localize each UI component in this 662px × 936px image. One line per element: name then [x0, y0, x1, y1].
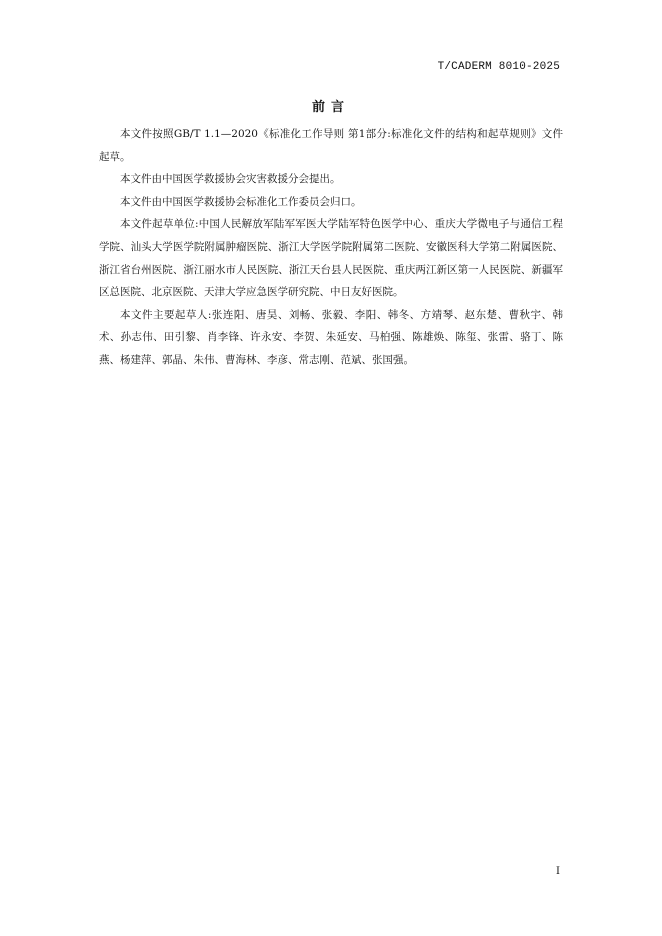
section-title-foreword: 前言	[311, 100, 350, 115]
paragraph-main-drafters: 本文件主要起草人:张连阳、唐昊、刘畅、张毅、李阳、韩冬、方靖琴、赵东楚、曹秋宇、韩术、孙志伟、田引黎、肖李锋、许永安、李贺、朱延安、马柏强、陈雄焕、陈玺、张雷、骆丁、陈燕、杨建萍、郭晶、朱伟、曹海林、李彦、常志刚、范斌、张国强。	[99, 308, 563, 366]
document-code: T/CADERM 8010-2025	[437, 61, 560, 73]
foreword-body	[99, 123, 563, 372]
paragraph-drafting-units: 本文件起草单位:中国人民解放军陆军军医大学陆军特色医学中心、重庆大学微电子与通信工程学院、汕头大学医学院附属肿瘤医院、浙江大学医学院附属第二医院、安徽医科大学第二附属医院、浙江省台州医院、浙江丽水市人民医院、浙江天台县人民医院、重庆两江新区第一人民医院、新疆军区总医院、北京医院、天津大学应急医学研究院、中日友好医院。	[99, 218, 563, 299]
paragraph-proposer: 本文件由中国医学救援协会灾害救援分会提出。	[120, 173, 341, 186]
paragraph-drafting-basis: 本文件按照GB/T 1.1—2020《标准化工作导则 第1部分:标准化文件的结构和起草规则》文件起草。	[99, 128, 563, 163]
paragraph-administrator: 本文件由中国医学救援协会标准化工作委员会归口。	[120, 195, 362, 208]
page-number: I	[556, 866, 560, 877]
